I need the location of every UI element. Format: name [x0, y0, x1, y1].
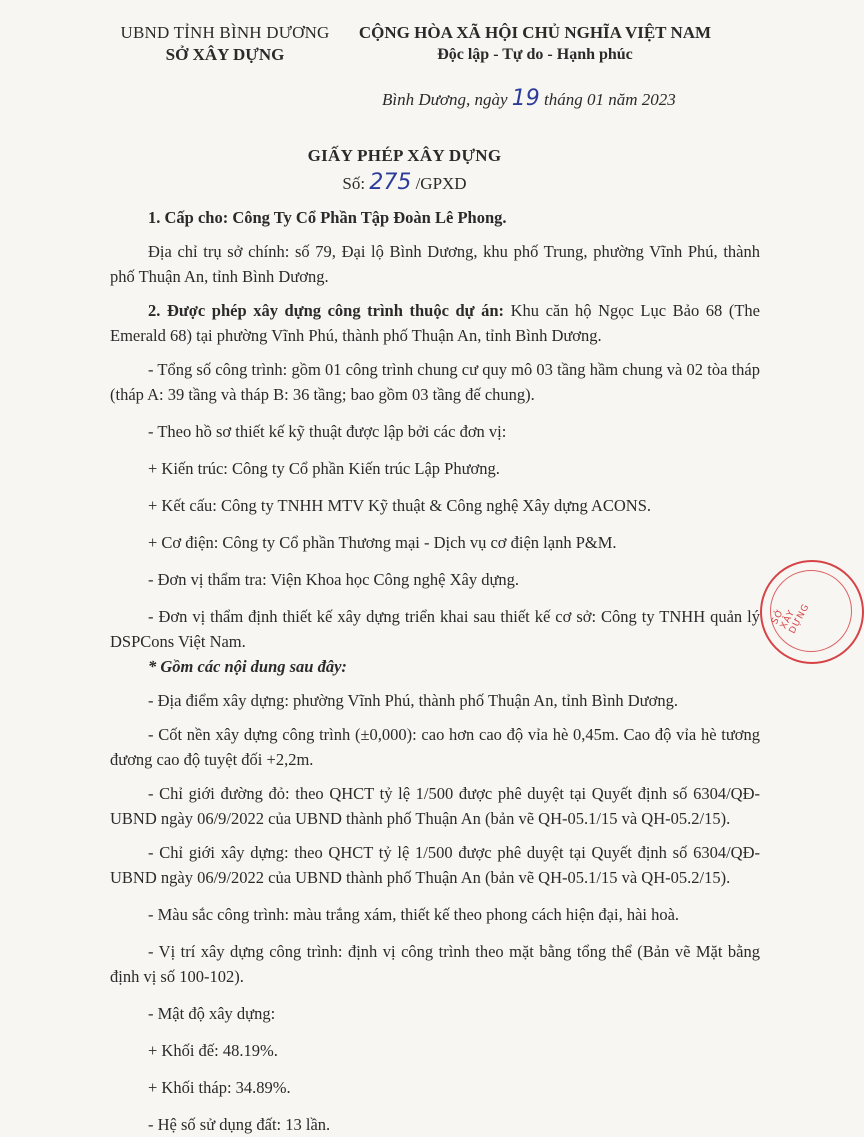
project-item: - Đơn vị thẩm định thiết kế xây dựng triển khai sau thiết kế cơ sở: Công ty TNHH quản lý DSPCons Việt Nam. — [110, 607, 760, 651]
content-item: - Chỉ giới xây dựng: theo QHCT tỷ lệ 1/500 được phê duyệt tại Quyết định số 6304/QĐ-UBND ngày 06/9/2022 của UBND thành phố Thuận An (bản vẽ QH-05.1/15 và QH-05.2/15). — [110, 843, 760, 887]
project-item: + Kết cấu: Công ty TNHH MTV Kỹ thuật & Công nghệ Xây dựng ACONS. — [148, 496, 651, 515]
project-item: - Tổng số công trình: gồm 01 công trình chung cư quy mô 03 tầng hầm chung và 02 tòa tháp (tháp A: 39 tầng và tháp B: 36 tầng; bao gồm 03 tầng đế chung). — [110, 360, 760, 404]
project-item: - Đơn vị thẩm tra: Viện Khoa học Công nghệ Xây dựng. — [148, 570, 520, 589]
document-number — [0, 170, 809, 195]
national-motto-header — [355, 22, 715, 66]
section2-heading-rest: Khu căn hộ Ngọc Lục Bảo 68 (The Emerald 68) tại phường Vĩnh Phú, thành phố Thuận An, tỉnh Bình Dương. — [110, 301, 760, 345]
handwritten-day: 19 — [511, 86, 540, 111]
content-item: - Mật độ xây dựng: — [148, 1004, 276, 1023]
content-item: - Hệ số sử dụng đất: 13 lần. — [148, 1115, 331, 1134]
content-item: + Khối đế: 48.19%. — [148, 1041, 278, 1060]
section2-heading — [110, 298, 760, 348]
document-title: GIẤY PHÉP XÂY DỰNG — [307, 146, 502, 165]
handwritten-number: 275 — [369, 170, 412, 195]
section1-heading: 1. Cấp cho: Công Ty Cổ Phần Tập Đoàn Lê Phong. — [148, 208, 507, 227]
issuing-authority-header — [110, 22, 340, 66]
content-item: - Địa điểm xây dựng: phường Vĩnh Phú, thành phố Thuận An, tỉnh Bình Dương. — [148, 691, 678, 710]
content-item: - Chỉ giới đường đỏ: theo QHCT tỷ lệ 1/500 được phê duyệt tại Quyết định số 6304/QĐ-UBND ngày 06/9/2022 của UBND thành phố Thuận An (bản vẽ QH-05.1/15 và QH-05.2/15). — [110, 784, 760, 828]
content-item: - Vị trí xây dựng công trình: định vị công trình theo mặt bằng tổng thể (Bản vẽ Mặt bằng định vị số 100-102). — [110, 942, 760, 986]
section2-heading-bold: 2. Được phép xây dựng công trình thuộc dự án: — [148, 301, 505, 320]
content-item: + Khối tháp: 34.89%. — [148, 1078, 291, 1097]
date-month-year: tháng 01 năm 2023 — [539, 90, 676, 109]
project-item: + Kiến trúc: Công ty Cổ phần Kiến trúc Lập Phương. — [148, 459, 500, 478]
national-motto: Độc lập - Tự do - Hạnh phúc — [437, 46, 633, 63]
company-address: Địa chỉ trụ sở chính: số 79, Đại lộ Bình Dương, khu phố Trung, phường Vĩnh Phú, thành phố Thuận An, tỉnh Bình Dương. — [110, 242, 760, 286]
date-prefix: Bình Dương, ngày — [382, 90, 512, 109]
country-name: CỘNG HÒA XÃ HỘI CHỦ NGHĨA VIỆT NAM — [358, 23, 712, 42]
document-body — [110, 205, 760, 1137]
project-item: - Theo hồ sơ thiết kế kỹ thuật được lập bởi các đơn vị: — [148, 422, 507, 441]
contents-subheading: * Gồm các nội dung sau đây: — [148, 657, 347, 676]
red-seal-label: SỞ XÂY DỰNG — [770, 602, 812, 636]
doc-number-prefix: Số: — [342, 174, 370, 193]
doc-number-suffix: /GPXD — [411, 174, 467, 193]
issue-date — [382, 86, 676, 111]
content-item: - Màu sắc công trình: màu trắng xám, thiết kế theo phong cách hiện đại, hài hoà. — [148, 905, 680, 924]
content-item: - Cốt nền xây dựng công trình (±0,000): cao hơn cao độ vỉa hè 0,45m. Cao độ vỉa hè tương đương cao độ tuyệt đối +2,2m. — [110, 725, 760, 769]
province-committee-name: UBND TỈNH BÌNH DƯƠNG — [120, 23, 330, 42]
project-item: + Cơ điện: Công ty Cổ phần Thương mại - Dịch vụ cơ điện lạnh P&M. — [148, 533, 617, 552]
department-name: SỞ XÂY DỰNG — [165, 45, 285, 64]
